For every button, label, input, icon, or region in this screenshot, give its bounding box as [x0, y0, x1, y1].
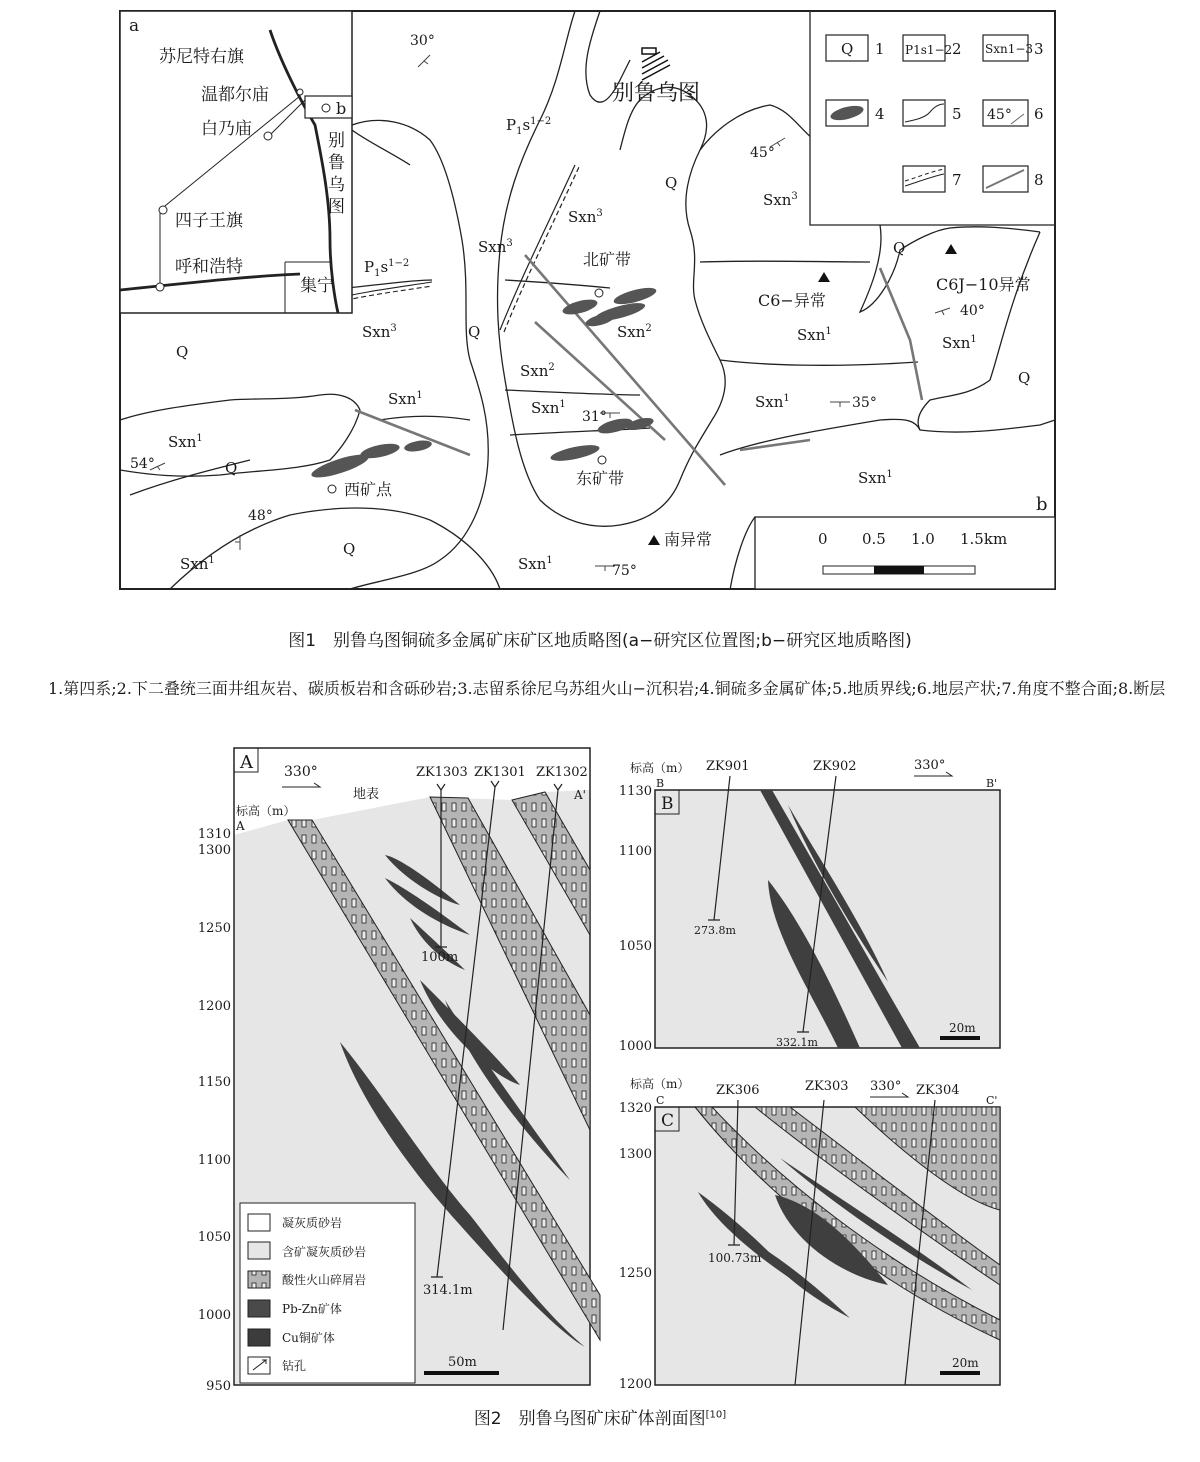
section-c-hole-306: ZK306 [716, 1083, 760, 1098]
legend-box-6: 45° [987, 107, 1012, 123]
legend-num-4: 4 [875, 105, 885, 123]
legend-num-3: 3 [1034, 40, 1044, 58]
label-sxn1-d: Sxn$^1$ [531, 399, 566, 417]
map-legend [810, 11, 1055, 225]
legend-a-drill: 钻孔 [282, 1359, 307, 1373]
section-a-y-1250: 1250 [197, 921, 231, 936]
section-c-y-1200: 1200 [618, 1377, 652, 1392]
section-c-hole-303: ZK303 [805, 1079, 849, 1094]
legend-a-ore-tuff: 含矿凝灰质砂岩 [282, 1245, 367, 1259]
label-q-1: Q [665, 174, 678, 192]
section-c-y-1300: 1300 [618, 1147, 652, 1162]
section-b-depth-273: 273.8m [694, 924, 736, 937]
label-sxn2-a: Sxn$^2$ [617, 323, 652, 341]
inset-place-huhe: 呼和浩特 [175, 257, 243, 277]
section-b-y-1130: 1130 [618, 784, 652, 799]
inset-place-bainai: 白乃庙 [201, 119, 252, 139]
inset-panel-label: a [129, 16, 140, 36]
dip-31: 31° [582, 409, 607, 425]
legend-num-1: 1 [875, 40, 885, 58]
section-c-y-1250: 1250 [618, 1266, 652, 1281]
section-c-depth-100: 100.73m [708, 1251, 762, 1265]
label-q-2: Q [893, 239, 906, 257]
place-north-belt: 北矿带 [583, 250, 632, 269]
section-b-hole-901: ZK901 [706, 759, 750, 774]
section-b-y-1000: 1000 [618, 1039, 652, 1054]
place-c6j10-anomaly: C6J−10异常 [936, 275, 1031, 294]
label-q-4: Q [468, 323, 481, 341]
dip-45: 45° [750, 145, 775, 161]
map-panel-label: b [1036, 494, 1048, 515]
inset-place-jining: 集宁 [300, 276, 334, 296]
scale-tick-05: 0.5 [862, 530, 886, 548]
inset-location [120, 11, 352, 313]
label-sxn3-b: Sxn$^3$ [763, 191, 798, 209]
section-a-y-1300: 1300 [197, 843, 231, 858]
section-a-depth-100: 100m [421, 950, 459, 965]
legend-num-2: 2 [952, 40, 962, 58]
place-west-point: 西矿点 [344, 480, 393, 499]
figure2-caption-ref: [10] [705, 1409, 727, 1421]
section-c-y-1320: 1320 [618, 1101, 652, 1116]
section-a-y-1150: 1150 [197, 1075, 231, 1090]
section-a-label: A [240, 752, 253, 773]
section-c-end-left: C [656, 1094, 665, 1107]
label-sxn3-a: Sxn$^3$ [568, 208, 603, 226]
section-c-scale: 20m [952, 1356, 979, 1370]
place-c6-anomaly: C6−异常 [758, 291, 826, 310]
section-a-end-right: A' [574, 788, 586, 802]
section-a-azimuth: 330° [284, 764, 318, 780]
section-b-yaxis [619, 784, 652, 1054]
legend-num-6: 6 [1034, 105, 1044, 123]
legend-box-3: Sxn1−3 [985, 42, 1034, 56]
label-sxn3-d: Sxn$^3$ [362, 323, 397, 341]
dip-35: 35° [852, 395, 877, 411]
section-b-hole-902: ZK902 [813, 759, 857, 774]
dip-40: 40° [960, 303, 985, 319]
legend-box-2: P1s1−2 [905, 43, 953, 57]
section-b-end-right: B' [986, 777, 998, 790]
inset-place-sunite: 苏尼特右旗 [159, 47, 244, 67]
dip-30: 30° [410, 33, 435, 49]
legend-box-1: Q [841, 40, 854, 58]
scale-tick-10: 1.0 [911, 530, 935, 548]
section-b-depth-332: 332.1m [776, 1036, 818, 1049]
label-sxn1-i: Sxn$^1$ [518, 555, 553, 573]
legend-a-tuff: 凝灰质砂岩 [282, 1216, 343, 1230]
section-b-label: B [661, 794, 674, 814]
place-south-anomaly: 南异常 [664, 530, 713, 549]
section-a-end-left: A [236, 819, 245, 833]
section-a-y-1100: 1100 [197, 1153, 231, 1168]
section-c-label: C [661, 1111, 675, 1131]
dip-48: 48° [248, 508, 273, 524]
figure1-map [120, 11, 1055, 600]
section-a-scale: 50m [448, 1355, 477, 1370]
legend-num-8: 8 [1034, 171, 1044, 189]
figure1-caption: 图1 别鲁乌图铜硫多金属矿床矿区地质略图(a−研究区位置图;b−研究区地质略图) [288, 631, 912, 651]
section-b-y-1050: 1050 [618, 939, 652, 954]
section-a-surface: 地表 [353, 787, 380, 802]
section-c-end-right: C' [986, 1094, 998, 1107]
label-q-7: Q [343, 540, 356, 558]
scale-tick-15: 1.5km [960, 530, 1008, 548]
label-q-3: Q [176, 343, 189, 361]
inset-vertical-1: 别 [328, 131, 345, 151]
inset-b-label: b [336, 99, 347, 118]
inset-vertical-4: 图 [328, 197, 345, 217]
section-a-y-1200: 1200 [197, 999, 231, 1014]
scale-tick-0: 0 [818, 530, 828, 548]
inset-place-siziwang: 四子王旗 [175, 211, 243, 231]
section-c-hole-304: ZK304 [916, 1083, 960, 1098]
section-a-depth-314: 314.1m [423, 1283, 473, 1298]
dip-75: 75° [612, 563, 637, 579]
section-a-y-1050: 1050 [197, 1230, 231, 1245]
section-c-yaxis [619, 1101, 652, 1392]
section-a-yaxis [198, 827, 231, 1394]
place-east-belt: 东矿带 [576, 469, 625, 488]
map-scale [755, 517, 1055, 589]
label-sxn1-h: Sxn$^1$ [180, 555, 215, 573]
section-a-y-1000: 1000 [197, 1308, 231, 1323]
section-b [619, 758, 1000, 1054]
legend-num-5: 5 [952, 105, 962, 123]
section-a [198, 748, 600, 1394]
label-sxn1-f: Sxn$^1$ [168, 433, 203, 451]
inset-vertical-3: 乌 [328, 175, 345, 195]
section-b-y-1100: 1100 [618, 844, 652, 859]
label-p1s-west: $P_1s^{1-2}$ [364, 258, 410, 279]
section-c-elev-title: 标高（m） [630, 1077, 690, 1091]
inset-vertical-2: 鲁 [328, 153, 345, 173]
section-a-y-950: 950 [206, 1379, 231, 1394]
label-sxn1-c: Sxn$^1$ [388, 390, 423, 408]
label-sxn1-g: Sxn$^1$ [858, 469, 893, 487]
figure2-caption [0, 1404, 1200, 1429]
label-sxn2-b: Sxn$^2$ [520, 362, 555, 380]
section-b-scale: 20m [949, 1021, 976, 1035]
section-b-end-left: B [656, 777, 665, 790]
section-a-y-1310: 1310 [197, 827, 231, 842]
label-sxn3-c: Sxn$^3$ [478, 238, 513, 256]
section-a-elev-title: 标高（m） [236, 804, 296, 818]
section-a-hole-1303: ZK1303 [416, 765, 468, 780]
legend-num-7: 7 [952, 171, 962, 189]
section-c-azimuth: 330° [870, 1079, 902, 1094]
dip-54: 54° [130, 456, 155, 472]
label-sxn1-b: Sxn$^1$ [942, 334, 977, 352]
legend-a-volcanic: 酸性火山碎屑岩 [282, 1273, 367, 1287]
inset-place-wendu: 温都尔庙 [201, 85, 269, 105]
section-a-hole-1301: ZK1301 [474, 765, 526, 780]
label-p1s-north: $P_1s^{1-2}$ [506, 116, 552, 137]
figure1-note: 1.第四系;2.下二叠统三面井组灰岩、碳质板岩和含砾砂岩;3.志留系徐尼乌苏组火山−沉积岩;4.铜硫多金属矿体;5.地质界线;6.地层产状;7.角度不整合面;8.断层 [48, 679, 1166, 698]
label-sxn1-e: Sxn$^1$ [755, 393, 790, 411]
label-q-6: Q [225, 459, 238, 477]
legend-a-cu: Cu铜矿体 [282, 1331, 335, 1345]
label-sxn1-a: Sxn$^1$ [797, 326, 832, 344]
figure2-caption-text: 图2 别鲁乌图矿床矿体剖面图 [473, 1409, 706, 1429]
town-name: 别鲁乌图 [612, 81, 701, 106]
section-b-elev-title: 标高（m） [630, 761, 690, 775]
section-a-hole-1302: ZK1302 [536, 765, 588, 780]
label-q-5: Q [1018, 369, 1031, 387]
section-a-legend [240, 1203, 415, 1383]
legend-a-pbzn: Pb-Zn矿体 [282, 1302, 342, 1316]
section-b-azimuth: 330° [914, 758, 946, 773]
section-c [619, 1076, 1000, 1392]
